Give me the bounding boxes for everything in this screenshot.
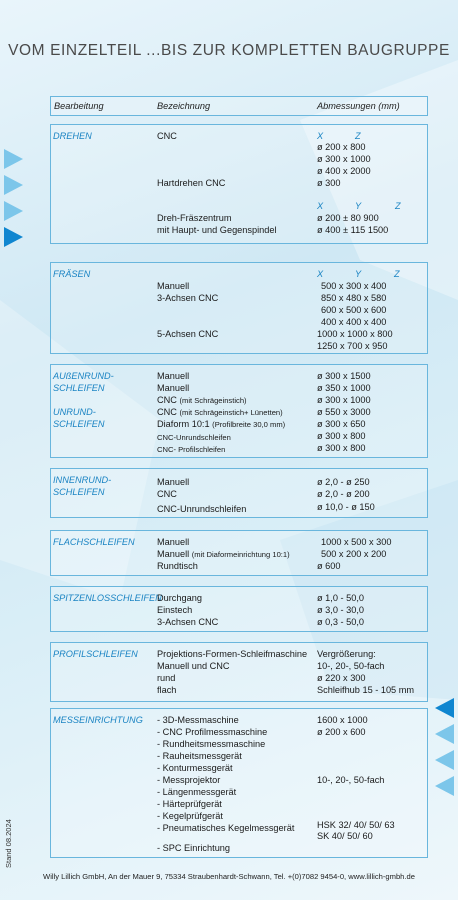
section-drehen	[50, 124, 428, 244]
item-dim: ø 300 x 1000	[317, 395, 371, 405]
section-title: MESSEINRICHTUNG	[53, 715, 143, 725]
item-name: 3-Achsen CNC	[157, 617, 219, 627]
item-name: Manuell	[157, 371, 190, 381]
list-item: - CNC Profilmessmaschine	[157, 727, 268, 737]
section-title: FRÄSEN	[53, 269, 91, 279]
arrow-left-icon	[435, 724, 454, 744]
item-dim: Vergrößerung:	[317, 649, 376, 659]
item-dim: ø 400 ± 115 1500	[317, 225, 389, 235]
item-name: CNC (mit Schrägeinstich+ Lünetten)	[157, 407, 283, 417]
axis-label: X	[317, 201, 324, 211]
axis-label: Y	[355, 201, 362, 211]
item-dim: ø 400 x 2000	[317, 166, 371, 176]
item-dim: 500 x 200 x 200	[321, 549, 387, 559]
item-name: CNC- Profilschleifen	[157, 445, 226, 454]
table-header	[50, 96, 428, 116]
section-title: SCHLEIFEN	[53, 487, 105, 497]
list-item: - Kegelprüfgerät	[157, 811, 223, 821]
item-dim: ø 3,0 - 30,0	[317, 605, 364, 615]
item-dim: ø 550 x 3000	[317, 407, 371, 417]
header-bearbeitung: Bearbeitung	[54, 101, 104, 111]
list-item: - Messprojektor	[157, 775, 221, 785]
item-dim: ø 10,0 - ø 150	[317, 502, 375, 512]
section-title: SCHLEIFEN	[53, 419, 105, 429]
section-title: DREHEN	[53, 131, 92, 141]
item-dim: SK 40/ 50/ 60	[317, 831, 373, 841]
item-name: Diaform 10:1 (Profilbreite 30,0 mm)	[157, 419, 286, 429]
item-dim: 400 x 400 x 400	[321, 317, 387, 327]
item-dim: 10-, 20-, 50-fach	[317, 661, 385, 671]
item-dim: ø 200 x 600	[317, 727, 366, 737]
footer-contact: Willy Lillich GmbH, An der Mauer 9, 75334 Straubenhardt-Schwann, Tel. +(0)7082 9454-0, www.lillich-gmbh.de	[43, 872, 415, 881]
item-dim: ø 300 x 800	[317, 443, 366, 453]
item-dim: 600 x 500 x 600	[321, 305, 387, 315]
axis-label: Z	[355, 131, 361, 141]
axis-label: Z	[394, 269, 400, 279]
item-name: Manuell (mit Diaformeinrichtung 10:1)	[157, 549, 290, 559]
section-rundschleifen	[50, 364, 428, 458]
list-item: - Härteprüfgerät	[157, 799, 222, 809]
item-name: Manuell	[157, 281, 190, 291]
item-name: Manuell	[157, 537, 190, 547]
page-headline: VOM EINZELTEIL ...BIS ZUR KOMPLETTEN BAUGRUPPE	[8, 42, 450, 59]
item-name: 3-Achsen CNC	[157, 293, 219, 303]
list-item: - Rauheitsmessgerät	[157, 751, 242, 761]
item-dim: 10-, 20-, 50-fach	[317, 775, 385, 785]
arrow-left-icon	[435, 698, 454, 718]
item-name: flach	[157, 685, 177, 695]
arrow-right-icon	[4, 227, 23, 247]
axis-label: Z	[395, 201, 401, 211]
stand-date: Stand 08.2024	[4, 819, 13, 868]
item-dim: ø 200 ± 80 900	[317, 213, 379, 223]
list-item: - 3D-Messmaschine	[157, 715, 239, 725]
item-dim: Schleifhub 15 - 105 mm	[317, 685, 415, 695]
axis-label: X	[317, 131, 324, 141]
item-dim: ø 2,0 - ø 200	[317, 489, 370, 499]
section-flachschleifen	[50, 530, 428, 576]
arrow-right-icon	[4, 149, 23, 169]
arrow-left-icon	[435, 776, 454, 796]
item-dim: 850 x 480 x 580	[321, 293, 387, 303]
axis-label: Y	[355, 269, 362, 279]
item-name: Rundtisch	[157, 561, 198, 571]
item-name: Manuell	[157, 477, 190, 487]
item-name: mit Haupt- und Gegenspindel	[157, 225, 277, 235]
list-item: - SPC Einrichtung	[157, 843, 231, 853]
arrow-left-icon	[435, 750, 454, 770]
item-dim: ø 1,0 - 50,0	[317, 593, 364, 603]
axis-label: X	[317, 269, 324, 279]
item-name: Einstech	[157, 605, 193, 615]
item-dim: 1000 x 1000 x 800	[317, 329, 393, 339]
list-item: - Längenmessgerät	[157, 787, 237, 797]
list-item: - Rundheitsmessmaschine	[157, 739, 266, 749]
item-dim: ø 300 x 650	[317, 419, 366, 429]
item-name: CNC (mit Schrägeinstich)	[157, 395, 247, 405]
item-dim: ø 300 x 800	[317, 431, 366, 441]
item-name: Dreh-Fräszentrum	[157, 213, 232, 223]
item-dim: ø 300 x 1500	[317, 371, 371, 381]
list-item: - Konturmessgerät	[157, 763, 233, 773]
item-dim: ø 350 x 1000	[317, 383, 371, 393]
item-dim: ø 300 x 1000	[317, 154, 371, 164]
section-title: AUßENRUND-	[53, 371, 114, 381]
item-dim: HSK 32/ 40/ 50/ 63	[317, 820, 395, 830]
item-dim: ø 200 x 800	[317, 142, 366, 152]
item-dim: ø 220 x 300	[317, 673, 366, 683]
list-item: - Pneumatisches Kegelmessgerät	[157, 823, 295, 833]
arrow-right-icon	[4, 175, 23, 195]
section-spitzenlos	[50, 586, 428, 632]
item-name: CNC	[157, 131, 177, 141]
item-name: rund	[157, 673, 176, 683]
section-title: FLACHSCHLEIFEN	[53, 537, 135, 547]
header-bezeichnung: Bezeichnung	[157, 101, 211, 111]
item-dim: ø 2,0 - ø 250	[317, 477, 370, 487]
item-dim: ø 600	[317, 561, 341, 571]
item-dim: ø 0,3 - 50,0	[317, 617, 364, 627]
item-dim: 1000 x 500 x 300	[321, 537, 392, 547]
section-innenrund	[50, 468, 428, 518]
header-abmessungen: Abmessungen (mm)	[317, 101, 400, 111]
item-name: Manuell und CNC	[157, 661, 230, 671]
item-dim: 1250 x 700 x 950	[317, 341, 388, 351]
item-name: Durchgang	[157, 593, 202, 603]
section-title: PROFILSCHLEIFEN	[53, 649, 138, 659]
arrow-right-icon	[4, 201, 23, 221]
section-title: SPITZENLOSSCHLEIFEN	[53, 593, 162, 603]
item-name: Projektions-Formen-Schleifmaschine	[157, 649, 308, 659]
section-title: UNRUND-	[53, 407, 96, 417]
section-messeinrichtung	[50, 708, 428, 858]
item-name: Hartdrehen CNC	[157, 178, 226, 188]
item-dim: 1600 x 1000	[317, 715, 368, 725]
section-profilschleifen	[50, 642, 428, 702]
section-title: INNENRUND-	[53, 475, 112, 485]
item-name: CNC-Unrundschleifen	[157, 504, 247, 514]
item-name: CNC-Unrundschleifen	[157, 433, 231, 442]
item-name: 5-Achsen CNC	[157, 329, 219, 339]
item-name: CNC	[157, 489, 177, 499]
item-dim: 500 x 300 x 400	[321, 281, 387, 291]
item-name: Manuell	[157, 383, 190, 393]
section-title: SCHLEIFEN	[53, 383, 105, 393]
item-dim: ø 300	[317, 178, 341, 188]
section-fraesen	[50, 262, 428, 354]
